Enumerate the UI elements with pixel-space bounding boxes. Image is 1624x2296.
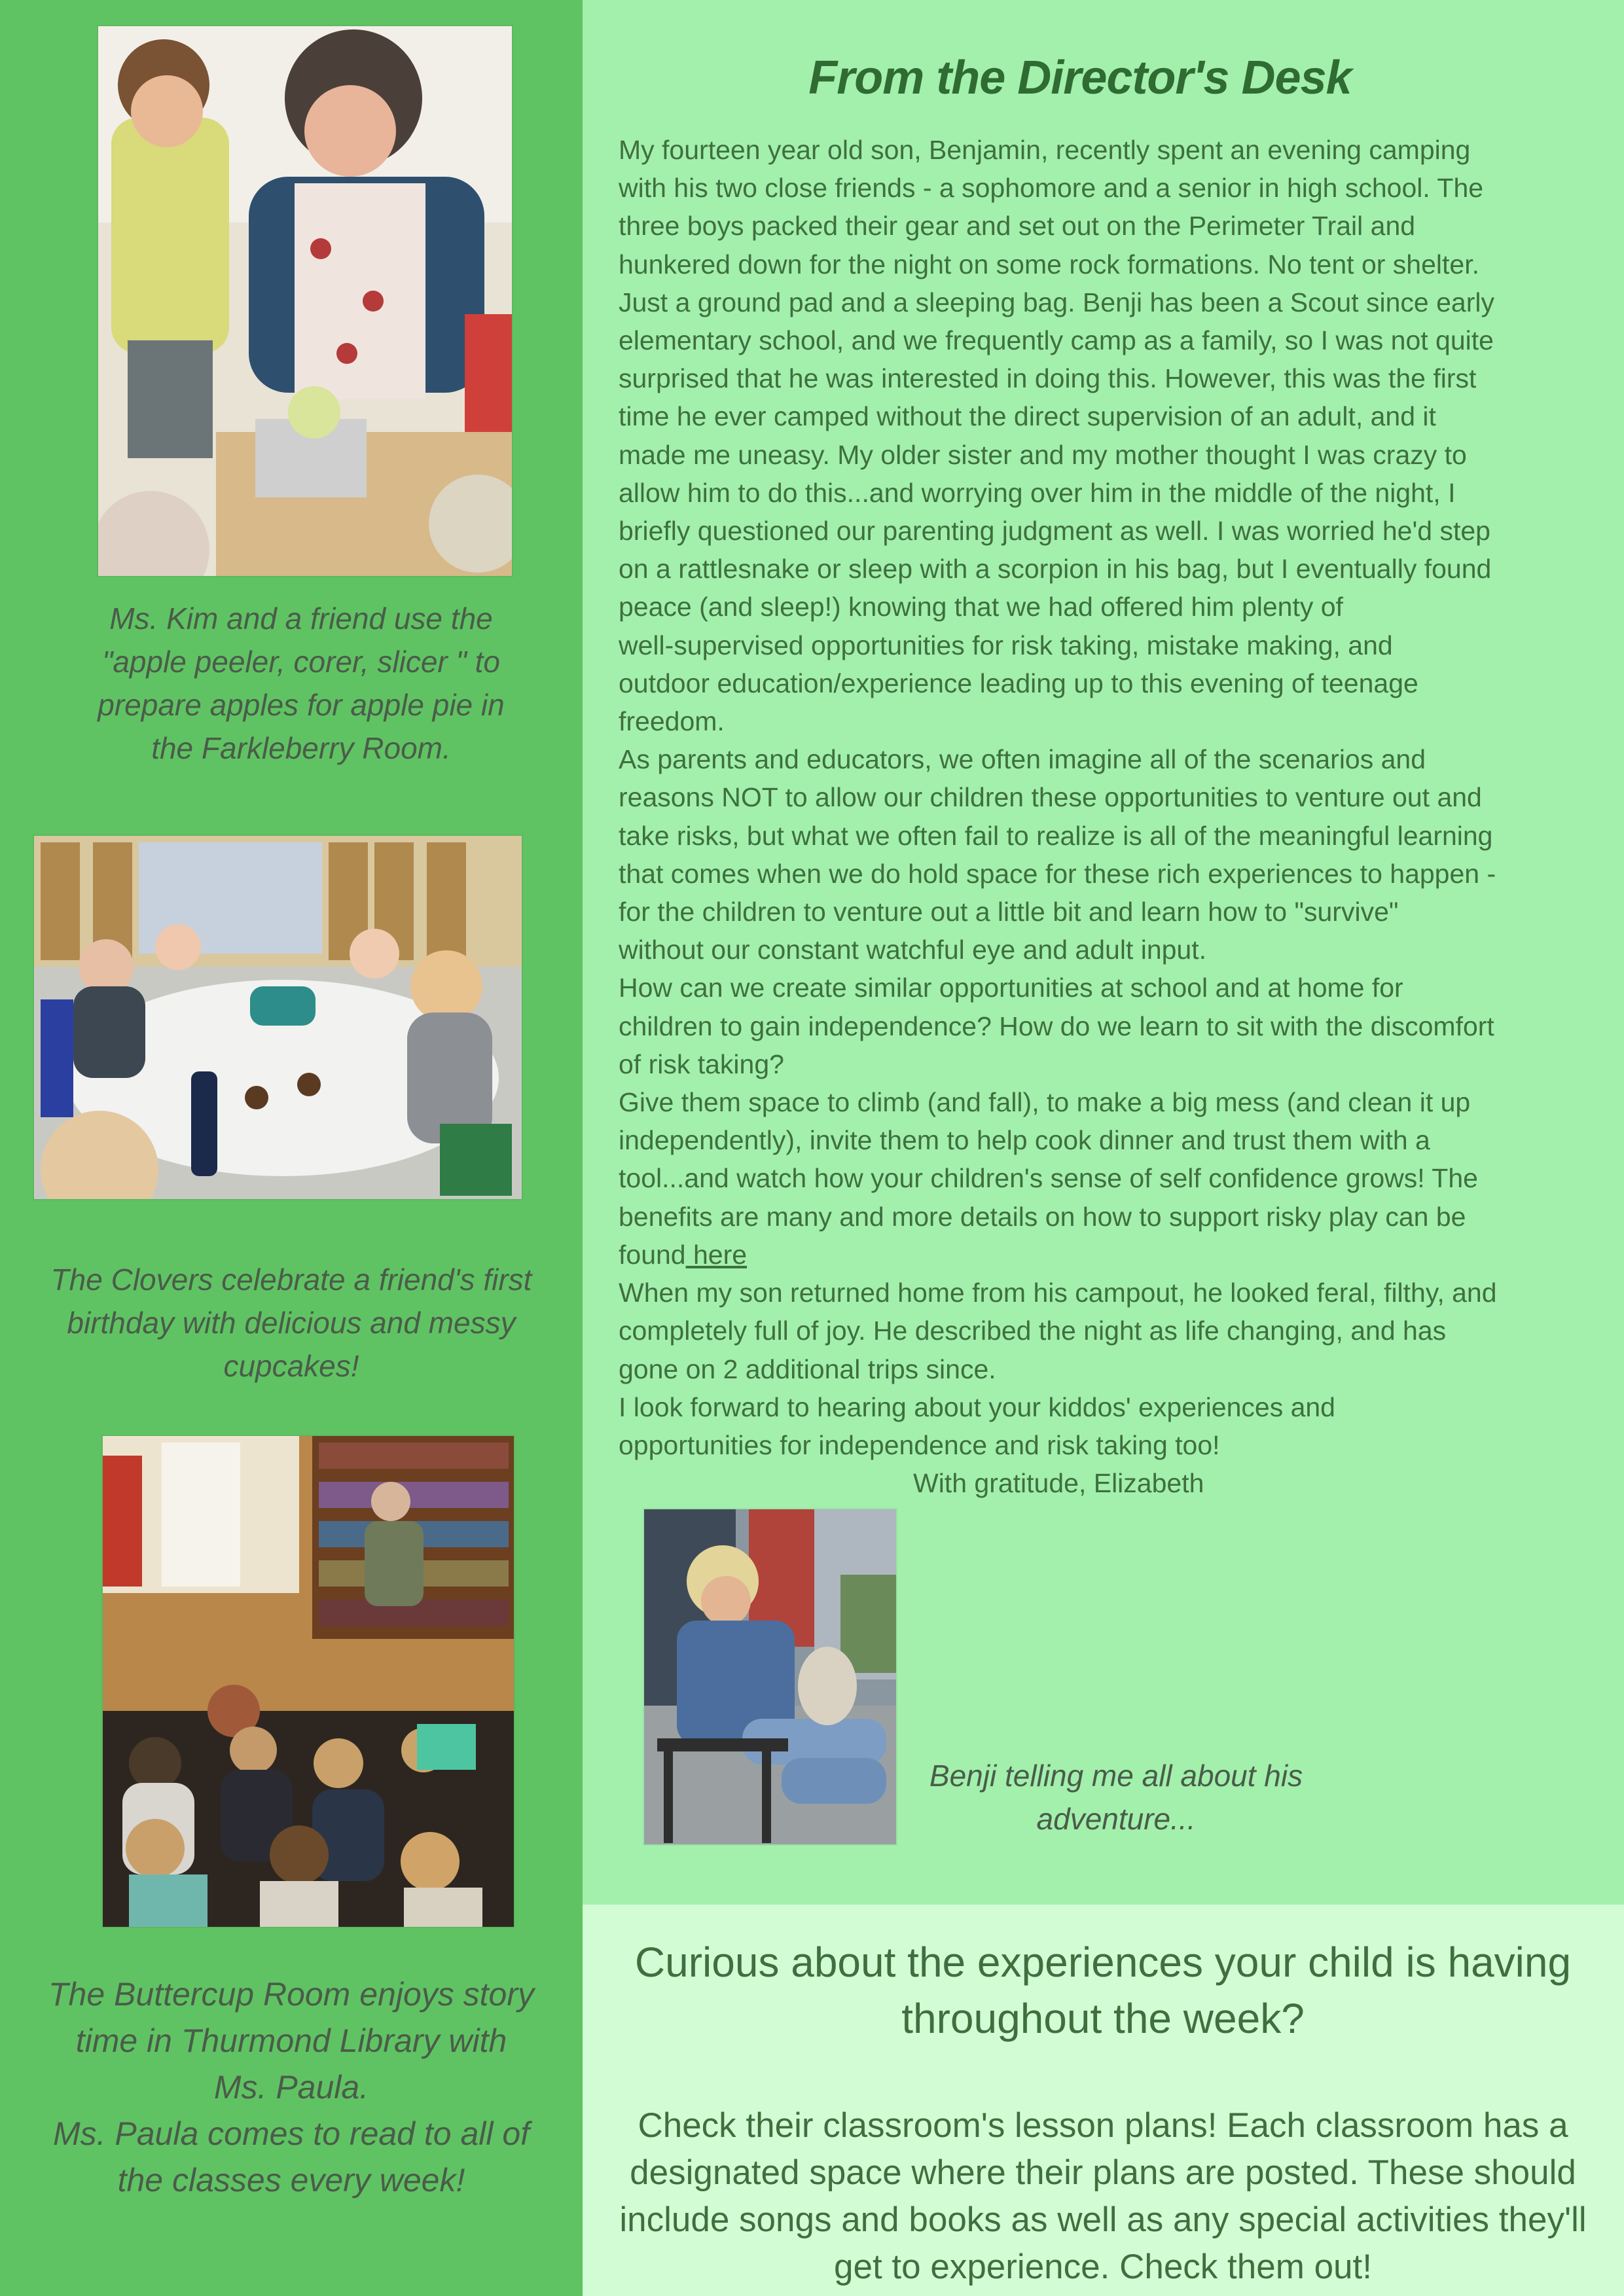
caption-apple-peeling (52, 597, 550, 770)
article-body (619, 131, 1581, 1502)
caption-line: cupcakes! (223, 1349, 359, 1383)
body-line: As parents and educators, we often imagine all of the scenarios and (619, 744, 1426, 775)
caption-line: Ms. Paula. (213, 2069, 369, 2106)
caption-line: The Clovers celebrate a friend's first (50, 1263, 532, 1297)
body-line: time he ever camped without the direct supervision of an adult, and it (619, 401, 1436, 432)
photo-apple-peeling (97, 25, 513, 577)
body-line: take risks, but what we often fail to realize is all of the meaningful learning (619, 820, 1493, 851)
article-title: From the Director's Desk (808, 52, 1352, 104)
caption-benji (903, 1754, 1329, 1840)
body-line: How can we create similar opportunities at school and at home for (619, 973, 1403, 1003)
body-line: hunkered down for the night on some rock formations. No tent or shelter. (619, 249, 1479, 279)
body-line: When my son returned home from his campout, he looked feral, filthy, and (619, 1278, 1497, 1308)
body-line: that comes when we do hold space for these rich experiences to happen - (619, 858, 1496, 889)
photo-benji-chair (643, 1508, 897, 1846)
body-line: three boys packed their gear and set out on the Perimeter Trail and (619, 211, 1416, 242)
callout-body-line: get to experience. Check them out! (834, 2248, 1372, 2286)
body-line: gone on 2 additional trips since. (619, 1354, 996, 1384)
photo-story-time (101, 1435, 515, 1928)
body-line: reasons NOT to allow our children these opportunities to venture out and (619, 782, 1482, 813)
caption-line: "apple peeler, corer, slicer " to (102, 645, 500, 679)
body-line: independently), invite them to help cook dinner and trust them with a (619, 1125, 1430, 1156)
callout-body (602, 2102, 1604, 2291)
body-line: outdoor education/experience leading up to this evening of teenage (619, 668, 1418, 698)
found-text: found (619, 1239, 686, 1270)
caption-line: birthday with delicious and messy (67, 1306, 516, 1340)
here-link[interactable]: here (685, 1239, 748, 1270)
body-line: completely full of joy. He described the night as life changing, and has (619, 1316, 1447, 1346)
body-line: briefly questioned our parenting judgment as well. I was worried he'd step (619, 516, 1490, 547)
caption-line: the Farkleberry Room. (151, 731, 451, 765)
body-line: of risk taking? (619, 1049, 784, 1079)
body-line: tool...and watch how your children's sense of self confidence grows! The (619, 1163, 1478, 1194)
body-line: made me uneasy. My older sister and my mother thought I was crazy to (619, 439, 1467, 470)
body-line: My fourteen year old son, Benjamin, recently spent an evening camping (619, 135, 1471, 165)
caption-line: The Buttercup Room enjoys story (48, 1976, 534, 2013)
caption-story-time (26, 1971, 556, 2204)
body-line: children to gain independence? How do we learn to sit with the discomfort (619, 1011, 1494, 1041)
body-line: I look forward to hearing about your kiddos' experiences and (619, 1391, 1335, 1422)
caption-line: Ms. Paula comes to read to all of (52, 2115, 530, 2152)
callout-heading (602, 1934, 1604, 2047)
callout-body-line: designated space where their plans are posted. These should (630, 2153, 1576, 2192)
body-line: elementary school, and we frequently camp as a family, so I was not quite (619, 325, 1494, 356)
caption-line: the classes every week! (117, 2162, 465, 2198)
caption-line: time in Thurmond Library with (75, 2022, 507, 2059)
callout-heading-line: throughout the week? (901, 1995, 1305, 2042)
body-line: with his two close friends - a sophomore and a senior in high school. The (619, 173, 1484, 204)
caption-line: Benji telling me all about his (929, 1759, 1303, 1793)
body-line: freedom. (619, 706, 725, 737)
signoff: With gratitude, Elizabeth (913, 1468, 1204, 1499)
body-line: surprised that he was interested in doing this. However, this was the first (619, 363, 1477, 394)
callout-body-line: include songs and books as well as any special activities they'll (619, 2200, 1587, 2239)
callout-heading-line: Curious about the experiences your child is having (634, 1939, 1572, 1986)
body-line: benefits are many and more details on how to support risky play can be (619, 1201, 1466, 1232)
body-line: Just a ground pad and a sleeping bag. Benji has been a Scout since early (619, 287, 1494, 317)
body-line: on a rattlesnake or sleep with a scorpion in his bag, but I eventually found (619, 554, 1492, 584)
body-line: opportunities for independence and risk taking too! (619, 1429, 1220, 1460)
body-line: for the children to venture out a little bit and learn how to "survive" (619, 897, 1399, 927)
body-line: Give them space to climb (and fall), to make a big mess (and clean it up (619, 1087, 1471, 1118)
body-line-with-link (619, 1236, 1581, 1274)
caption-birthday-cupcakes (26, 1258, 556, 1388)
body-line: allow him to do this...and worrying over him in the middle of the night, I (619, 477, 1456, 508)
caption-line: prepare apples for apple pie in (98, 688, 505, 722)
body-line: peace (and sleep!) knowing that we had offered him plenty of (619, 592, 1343, 622)
photo-birthday-cupcakes (33, 834, 523, 1200)
body-line: well-supervised opportunities for risk taking, mistake making, and (619, 630, 1393, 660)
callout-body-line: Check their classroom's lesson plans! Each classroom has a (638, 2106, 1568, 2145)
caption-line: adventure... (1036, 1802, 1196, 1836)
caption-line: Ms. Kim and a friend use the (109, 601, 493, 636)
body-line: without our constant watchful eye and adult input. (619, 935, 1207, 965)
